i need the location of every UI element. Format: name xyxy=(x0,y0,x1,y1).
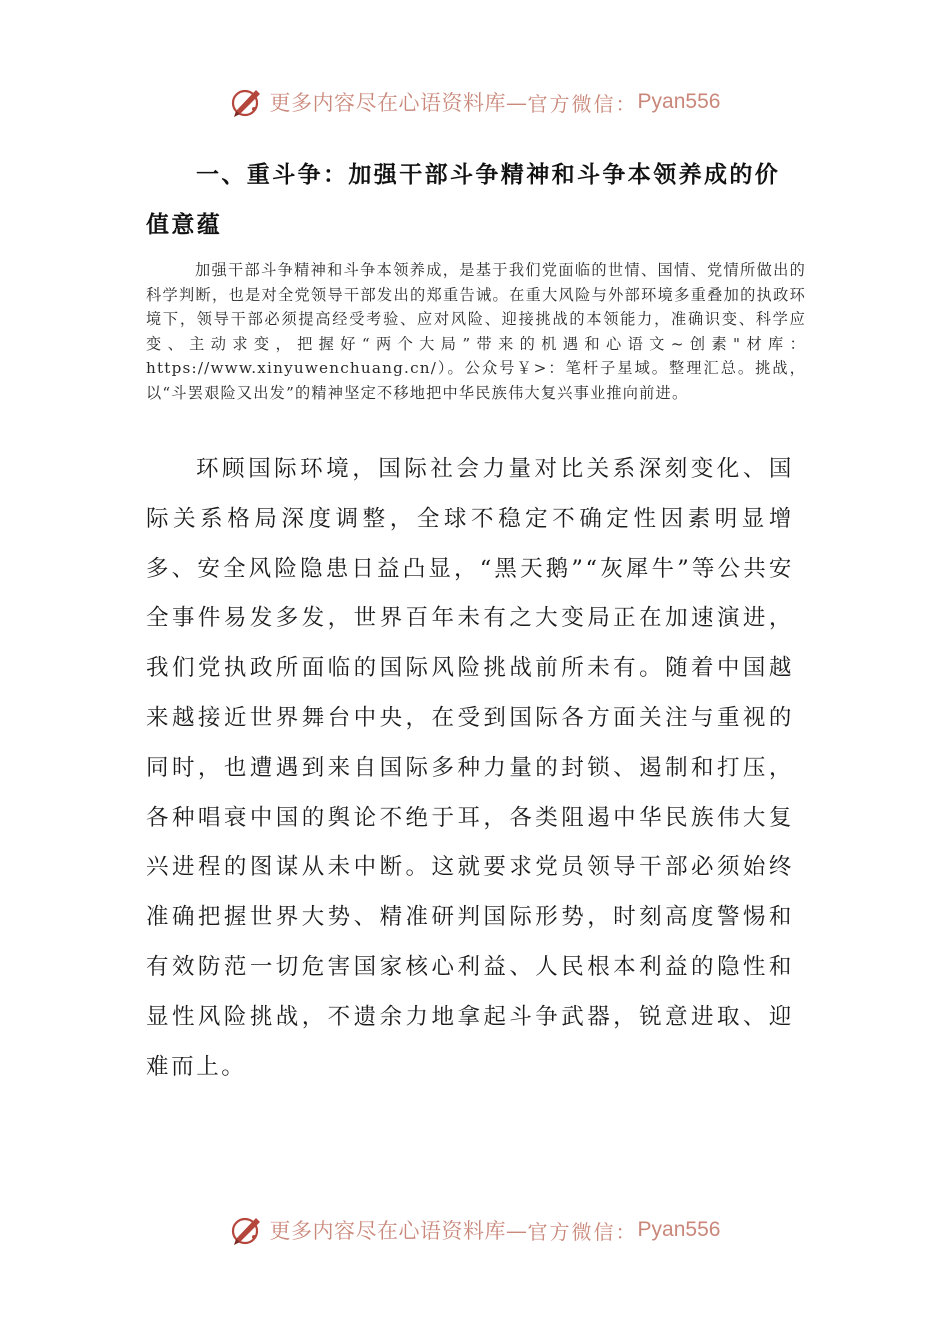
banner-text: 更多内容尽在心语资料库— xyxy=(269,91,528,115)
section-heading: 一、重斗争：加强干部斗争精神和斗争本领养成的价值意蕴 xyxy=(146,162,781,238)
banner-wechat-id: Pyan556 xyxy=(637,90,721,113)
pen-logo-icon xyxy=(230,1213,264,1247)
banner-wechat-label: 官方微信： xyxy=(527,91,638,116)
abstract-paragraph: 加强干部斗争精神和斗争本领养成，是基于我们党面临的世情、国情、党情所做出的科学判断，也是对全党领导干部发出的郑重告诫。在重大风险与外部环境多重叠加的执政环境下，领导干部必须提高经受考验、应对风险、迎接挑战的本领能力，准确识变、科学应变、主动求变，把握好“两个大局”带来的机遇和心语文~创素"材库：https://www.xinyuwenchuang.cn/）。公众号￥>：笔杆子星域。整理汇总。挑战，以“斗罢艰险又出发”的精神坚定不移地把中华民族伟大复兴事业推向前进。 xyxy=(146,261,806,402)
banner-wechat-label: 官方微信： xyxy=(527,1219,638,1244)
banner-text: 更多内容尽在心语资料库— xyxy=(269,1219,528,1243)
pen-logo-icon xyxy=(230,85,264,119)
footer-watermark-banner xyxy=(0,1210,950,1250)
header-watermark-banner xyxy=(0,82,950,122)
body-paragraph: 环顾国际环境，国际社会力量对比关系深刻变化、国际关系格局深度调整，全球不稳定不确定性因素明显增多、安全风险隐患日益凸显，“黑天鹅”“灰犀牛”等公共安全事件易发多发，世界百年未有之大变局正在加速演进，我们党执政所面临的国际风险挑战前所未有。随着中国越来越接近世界舞台中央，在受到国际各方面关注与重视的同时，也遭遇到来自国际多种力量的封锁、遏制和打压，各种唱衰中国的舆论不绝于耳，各类阻遏中华民族伟大复兴进程的图谋从未中断。这就要求党员领导干部必须始终准确把握世界大势、精准研判国际形势，时刻高度警惕和有效防范一切危害国家核心利益、人民根本利益的隐性和显性风险挑战，不遗余力地拿起斗争武器，锐意进取、迎难而上。 xyxy=(146,456,794,1080)
banner-wechat-id: Pyan556 xyxy=(637,1218,721,1241)
